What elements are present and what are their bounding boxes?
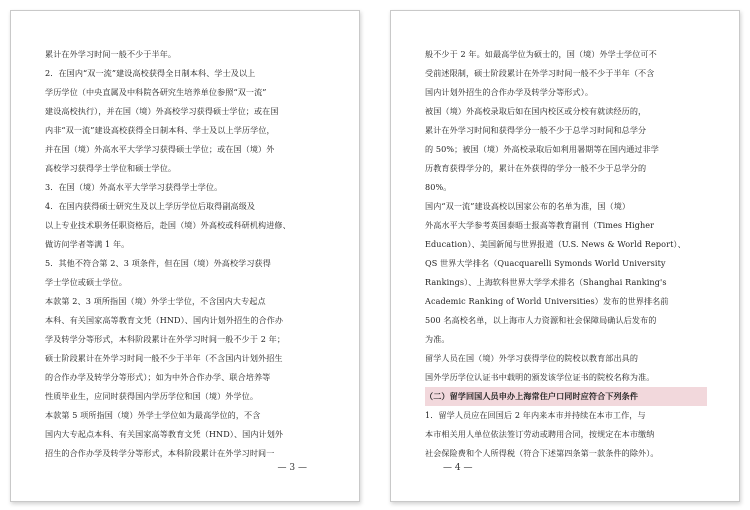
- text-line: 累计在外学习时间和获得学分一般不少于总学习时间和总学分: [425, 125, 647, 135]
- text-line: 4．在国内获得硕士研究生及以上学历学位后取得副高级及: [45, 201, 256, 211]
- document-page-3: [10, 10, 360, 502]
- text-line: 为准。: [425, 334, 450, 344]
- text-line: Rankings）、上海软科世界大学学术排名（Shanghai Ranking's: [425, 277, 667, 287]
- text-line: 5．其他不符合第 2、3 项条件，但在国（境）外高校学习获得: [45, 258, 271, 268]
- text-line: 外高水平大学参考英国泰晤士报高等教育副刊（Times Higher: [425, 220, 655, 230]
- page-number: — 3 —: [277, 463, 307, 473]
- text-line: 建设高校执行），并在国（境）外高校学习获得硕士学位；或在国: [45, 106, 279, 116]
- page-number: — 4 —: [443, 463, 473, 473]
- text-line: 社会保险费和个人所得税（符合下述第四条第一款条件的除外）。: [425, 448, 659, 458]
- page-3-body: [45, 45, 327, 463]
- text-line: 性质毕业生，应同时获得国内学历学位和国（境）外学位。: [45, 391, 259, 401]
- text-line: 内非“双一流”建设高校获得全日制本科、学士及以上学历学位，: [45, 125, 275, 135]
- text-line: 受前述限制，硕士阶段累计在外学习时间一般不少于半年（不含: [425, 68, 655, 78]
- text-line: QS 世界大学排名（Quacquarelli Symonds World University: [425, 258, 666, 268]
- text-line: 本科、有关国家高等教育文凭（HND）、国内计划外招生的合作办: [45, 315, 284, 325]
- text-line: 本款第 5 项所指国（境）外学士学位如为最高学位的，不含: [45, 410, 261, 420]
- text-line: 硕士阶段累计在外学习时间一般不少于半年（不含国内计划外招生: [45, 353, 283, 363]
- text-line: 3．在国（境）外高水平大学学习获得学士学位。: [45, 182, 223, 192]
- text-line: 国内大专起点本科、有关国家高等教育文凭（HND）、国内计划外: [45, 429, 284, 439]
- text-line: 500 名高校名单，以上海市人力资源和社会保障局确认后发布的: [425, 315, 657, 325]
- text-line: 本市相关用人单位依法签订劳动或聘用合同，按规定在本市缴纳: [425, 429, 655, 439]
- text-line: 以上专业技术职务任职资格后，赴国（境）外高校或科研机构进修、: [45, 220, 291, 230]
- text-line: 本款第 2、3 项所指国（境）外学士学位，不含国内大专起点: [45, 296, 266, 306]
- text-line: 80%。: [425, 182, 452, 192]
- text-line: 做访问学者等满 1 年。: [45, 239, 130, 249]
- text-line: 般不少于 2 年。如最高学位为硕士的，国（境）外学士学位可不: [425, 49, 657, 59]
- text-line: 被国（境）外高校录取后如在国内校区或分校有就读经历的，: [425, 106, 647, 116]
- document-page-4: [390, 10, 740, 502]
- section-heading: （二）留学回国人员申办上海常住户口同时应符合下列条件: [425, 387, 707, 406]
- text-line: 累计在外学习时间一般不少于半年。: [45, 49, 177, 59]
- text-line: 1．留学人员应在回国后 2 年内来本市并持续在本市工作，与: [425, 410, 646, 420]
- text-line: 国内计划外招生的合作办学及转学分等形式）。: [425, 87, 594, 97]
- text-line: 留学人员在国（境）外学习获得学位的院校以教育部出具的: [425, 353, 639, 363]
- text-line: 学及转学分等形式，本科阶段累计在外学习时间一般不少于 2 年；: [45, 334, 286, 344]
- text-line: 学士学位或硕士学位。: [45, 277, 127, 287]
- text-line: 国内“双一流”建设高校以国家公布的名单为准，国（境）: [425, 201, 631, 211]
- text-line: Academic Ranking of World Universities）发布的世界排名前: [425, 296, 669, 306]
- text-line: 招生的合作办学及转学分等形式，本科阶段累计在外学习时间一: [45, 448, 275, 458]
- text-line: 并在国（境）外高水平大学学习获得硕士学位；或在国（境）外: [45, 144, 275, 154]
- text-line: 历教育获得学分的，累计在外获得的学分一般不少于总学分的: [425, 163, 647, 173]
- text-line: 2．在国内“双一流”建设高校获得全日制本科、学士及以上: [45, 68, 256, 78]
- text-line: Education）、美国新闻与世界报道（U.S. News & World Report）、: [425, 239, 686, 249]
- text-line: 学历学位（中央直属及中科院各研究生培养单位参照“双一流”: [45, 87, 267, 97]
- text-line: 国外学历学位认证书中载明的颁发该学位证书的院校名称为准。: [425, 372, 655, 382]
- text-line: 的合作办学及转学分等形式）；如为中外合作办学、联合培养等: [45, 372, 271, 382]
- text-line: 的 50%；被国（境）外高校录取后如利用暑期等在国内通过非学: [425, 144, 660, 154]
- page-4-body: [425, 45, 707, 463]
- text-line: 高校学习获得学士学位和硕士学位。: [45, 163, 177, 173]
